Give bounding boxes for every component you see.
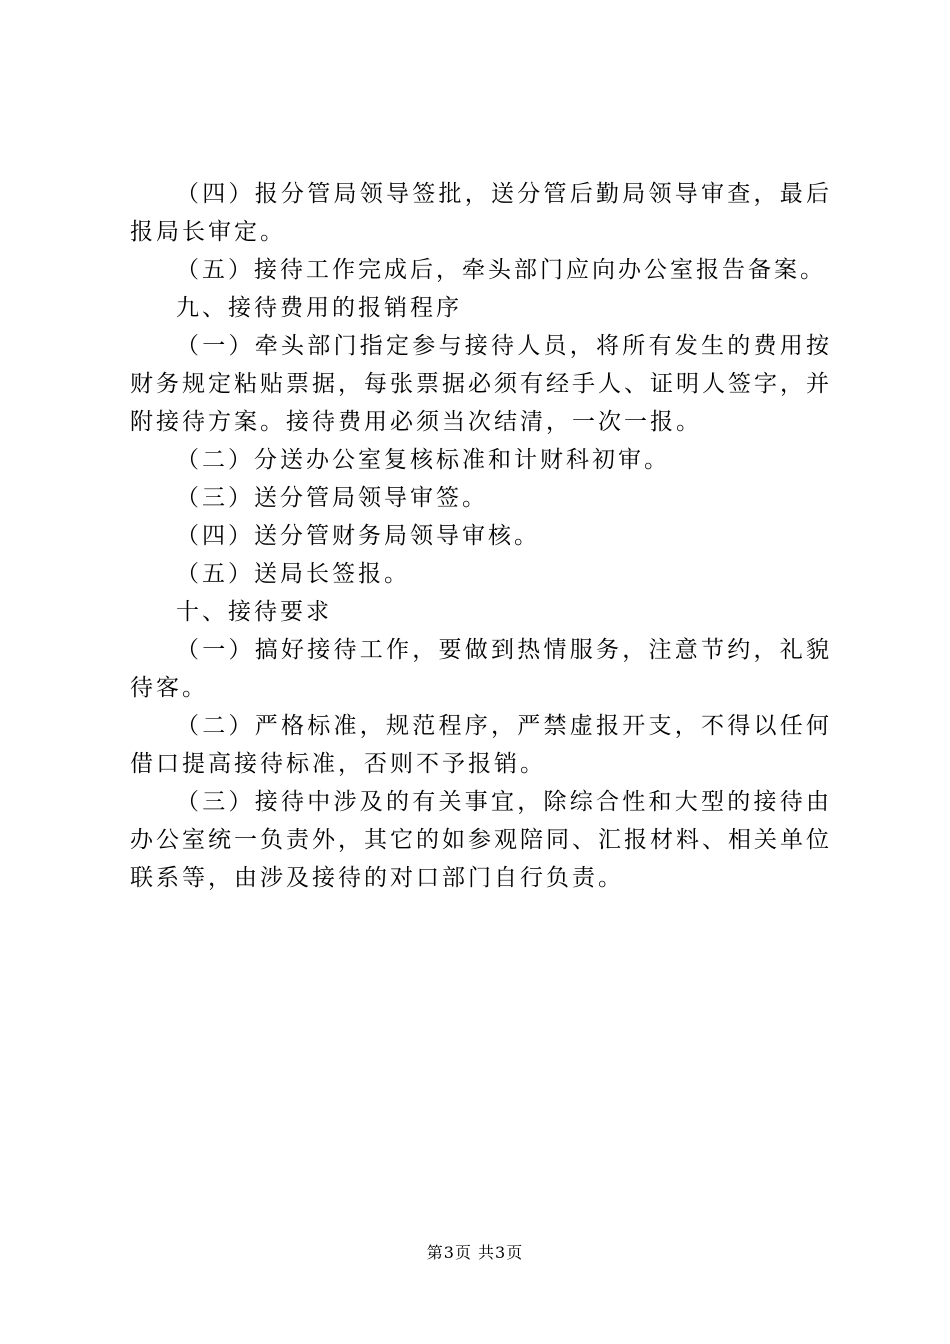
paragraph-requirement-2: （二）严格标准，规范程序，严禁虚报开支，不得以任何借口提高接待标准，否则不予报销。 — [130, 713, 832, 777]
paragraph-reimbursement-1: （一）牵头部门指定参与接待人员，将所有发生的费用按财务规定粘贴票据，每张票据必须有经手人、证明人签字，并附接待方案。接待费用必须当次结清，一次一报。 — [130, 333, 832, 435]
paragraph-requirement-3: （三）接待中涉及的有关事宜，除综合性和大型的接待由办公室统一负责外，其它的如参观陪同、汇报材料、相关单位联系等，由涉及接待的对口部门自行负责。 — [130, 789, 832, 891]
paragraph-reimbursement-2: （二）分送办公室复核标准和计财科初审。 — [176, 447, 670, 473]
section-heading-10: 十、接待要求 — [176, 599, 332, 625]
paragraph-item-4-approval: （四）报分管局领导签批，送分管后勤局领导审查，最后报局长审定。 — [130, 181, 832, 245]
paragraph-reimbursement-3: （三）送分管局领导审签。 — [176, 485, 488, 511]
page-number-footer: 第3页 共3页 — [426, 1243, 524, 1262]
section-heading-9: 九、接待费用的报销程序 — [176, 295, 462, 321]
document-body — [130, 175, 832, 897]
paragraph-requirement-1: （一）搞好接待工作，要做到热情服务，注意节约，礼貌待客。 — [130, 637, 832, 701]
paragraph-reimbursement-5: （五）送局长签报。 — [176, 561, 410, 587]
paragraph-reimbursement-4: （四）送分管财务局领导审核。 — [176, 523, 540, 549]
paragraph-item-5-filing: （五）接待工作完成后，牵头部门应向办公室报告备案。 — [176, 257, 826, 283]
